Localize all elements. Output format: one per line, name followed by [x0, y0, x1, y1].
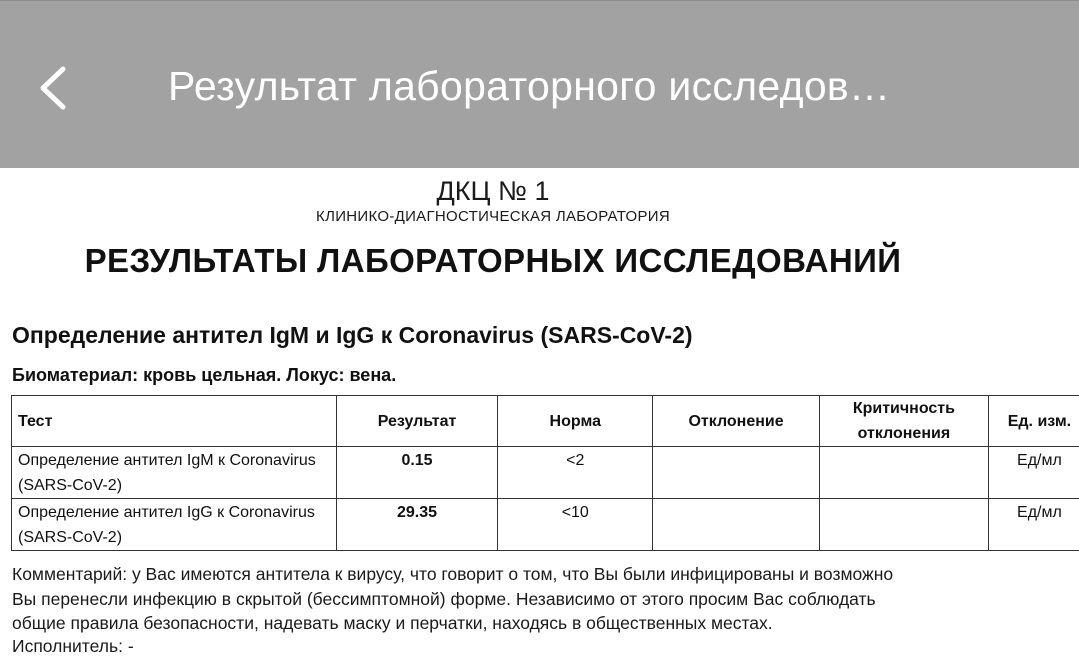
org-title: ДКЦ № 1 [436, 176, 550, 206]
page-title: Результат лабораторного исследов… [168, 63, 891, 109]
table-row [12, 499, 1079, 551]
cell-deviation [653, 447, 820, 499]
results-table [11, 395, 1079, 551]
header-criticality: Критичность отклонения [819, 396, 988, 447]
header-result: Результат [336, 396, 498, 447]
org-subtitle: КЛИНИКО-ДИАГНОСТИЧЕСКАЯ ЛАБОРАТОРИЯ [316, 208, 670, 225]
cell-criticality [819, 447, 988, 499]
header-unit: Ед. изм. [988, 396, 1079, 447]
biomaterial-line: Биоматериал: кровь цельная. Локус: вена. [12, 365, 397, 385]
cell-deviation [653, 499, 820, 551]
cell-criticality [819, 499, 988, 551]
app-bar [0, 0, 1079, 168]
cell-norm: <10 [498, 499, 653, 551]
executor-line: Исполнитель: - [12, 636, 134, 656]
table-header-row [12, 396, 1079, 447]
cell-test: Определение антител IgG к Coronavirus (SARS-CoV-2) [12, 499, 337, 551]
cell-norm: <2 [498, 447, 653, 499]
cell-unit: Ед/мл [988, 447, 1079, 499]
table-row [12, 447, 1079, 499]
header-norm: Норма [498, 396, 653, 447]
header-test: Тест [12, 396, 337, 447]
back-button[interactable] [30, 59, 80, 117]
cell-unit: Ед/мл [988, 499, 1079, 551]
comment-line: Комментарий: у Вас имеются антитела к вирусу, что говорит о том, что Вы были инфицированы и возможно [12, 564, 894, 584]
comment-text [12, 562, 1072, 636]
document-heading: РЕЗУЛЬТАТЫ ЛАБОРАТОРНЫХ ИССЛЕДОВАНИЙ [84, 242, 902, 279]
header-deviation: Отклонение [653, 396, 820, 447]
document-view [0, 168, 1079, 667]
cell-result: 29.35 [336, 499, 498, 551]
cell-test: Определение антител IgM к Coronavirus (SARS-CoV-2) [12, 447, 337, 499]
test-title: Определение антител IgM и IgG к Coronavirus (SARS-CoV-2) [12, 322, 693, 348]
chevron-left-icon [30, 59, 80, 117]
comment-line: Вы перенесли инфекцию в скрытой (бессимптомной) форме. Независимо от этого просим Вас соблюдать [12, 588, 876, 609]
comment-line: общие правила безопасности, надевать маску и перчатки, находясь в общественных местах. [12, 613, 773, 633]
cell-result: 0.15 [336, 447, 498, 499]
